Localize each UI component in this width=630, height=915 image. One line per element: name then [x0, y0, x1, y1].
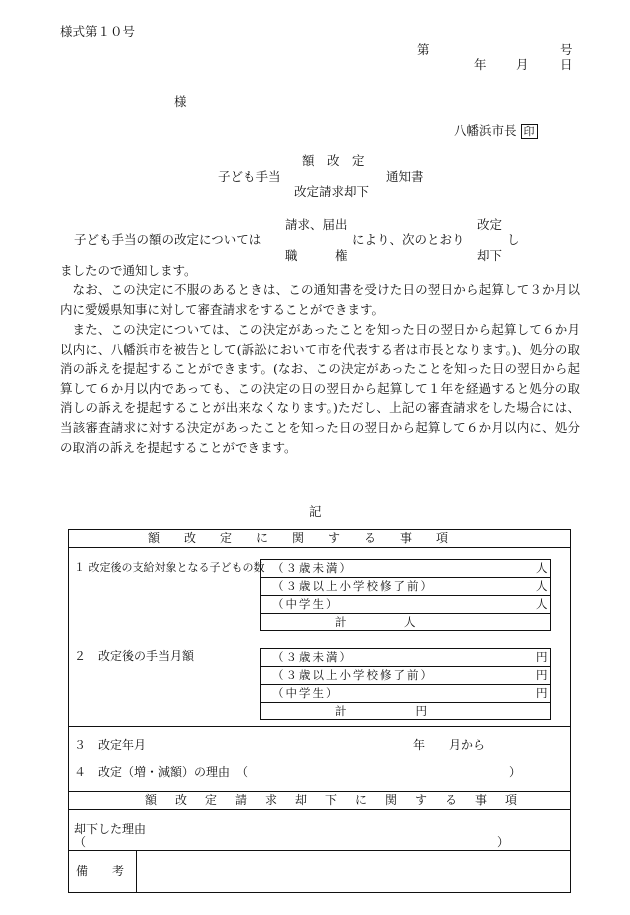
body-line2: ましたので通知します。	[60, 263, 197, 278]
date-month: 月	[516, 57, 529, 72]
body-line1-c: し	[507, 232, 520, 247]
document-number-suffix: 号	[560, 42, 573, 57]
children-row-junior-high-unit: 人	[536, 597, 548, 611]
children-row-primary: （３歳以上小学校修了前）	[272, 579, 434, 593]
children-row-junior-high: （中学生）	[272, 597, 340, 611]
title-option-top: 額 改 定	[302, 153, 365, 168]
reject-close: ）	[497, 835, 510, 849]
children-row-under3-unit: 人	[536, 561, 548, 575]
item1-label: １ 改定後の支給対象となる子どもの数	[74, 561, 265, 574]
choice-top-1: 請求、届出	[285, 217, 348, 232]
addressee-suffix: 様	[174, 94, 187, 109]
issuer	[454, 124, 538, 139]
reject-open: （	[74, 835, 87, 849]
paragraph-lawsuit-text: また、この決定については、この決定があったことを知った日の翌日から起算して６か月以内に、八幡浜市を被告として(訴訟において市を代表する者は市長となります。)、処分の取消の訴えを提起することができます。(なお、この決定があったことを知った日の翌日から起算して６か月以内であっても、この決定の日の翌日から起算して１年を経過すると処分の取消しの訴えを提起することが出来なくなります。)ただし、上記の審査請求をした場合には、当該審査請求に対する決定があったことを知った日の翌日から起算して６か月以内に、処分の取消の訴えを提起することができます。	[60, 322, 580, 455]
body-line1-b: により、次のとおり	[352, 232, 465, 247]
item2-label: ２ 改定後の手当月額	[74, 649, 195, 663]
date-year: 年	[474, 57, 487, 72]
section2-header: 額 改 定 請 求 却 下 に 関 す る 事 項	[145, 793, 521, 807]
title-main-right: 通知書	[386, 169, 424, 184]
children-total: 計 人	[335, 615, 416, 629]
remarks-label: 備 考	[76, 864, 125, 878]
choice-bottom-1: 職 権	[285, 248, 348, 263]
title-option-bottom: 改定請求却下	[294, 184, 370, 199]
amount-row-primary-unit: 円	[536, 668, 548, 682]
amount-row-junior-high-unit: 円	[536, 686, 548, 700]
item3-value: 年 月から	[413, 738, 486, 752]
item4-close: ）	[509, 765, 522, 779]
paragraph-appeal	[60, 280, 580, 319]
section1-header: 額 改 定 に 関 す る 事 項	[148, 531, 455, 545]
title-main-left: 子ども手当	[218, 169, 281, 184]
ki-mark: 記	[309, 504, 322, 519]
reject-label: 却下した理由	[74, 822, 147, 836]
children-row-primary-unit: 人	[536, 579, 548, 593]
amount-row-primary: （３歳以上小学校修了前）	[272, 668, 434, 682]
amount-row-under3: （３歳未満）	[272, 650, 353, 664]
form-number: 様式第１０号	[60, 24, 136, 39]
amount-total: 計 円	[335, 704, 427, 718]
paragraph-lawsuit	[60, 320, 580, 457]
choice-bottom-2: 却下	[477, 248, 503, 263]
item3-label: ３ 改定年月	[74, 738, 147, 752]
children-row-under3: （３歳未満）	[272, 561, 353, 575]
choice-top-2: 改定	[477, 217, 503, 232]
body-line1-a: 子ども手当の額の改定については	[74, 232, 262, 247]
date-day: 日	[560, 57, 573, 72]
amount-row-junior-high: （中学生）	[272, 686, 340, 700]
paragraph-appeal-text: なお、この決定に不服のあるときは、この通知書を受けた日の翌日から起算して３か月以内に愛媛県知事に対して審査請求をすることができます。	[60, 282, 580, 317]
issuer-name: 八幡浜市長	[454, 123, 517, 138]
document-number-prefix: 第	[417, 42, 430, 57]
amount-row-under3-unit: 円	[536, 650, 548, 664]
seal-mark: 印	[521, 124, 538, 139]
item4-label: ４ 改定（増・減額）の理由 （	[74, 765, 249, 779]
